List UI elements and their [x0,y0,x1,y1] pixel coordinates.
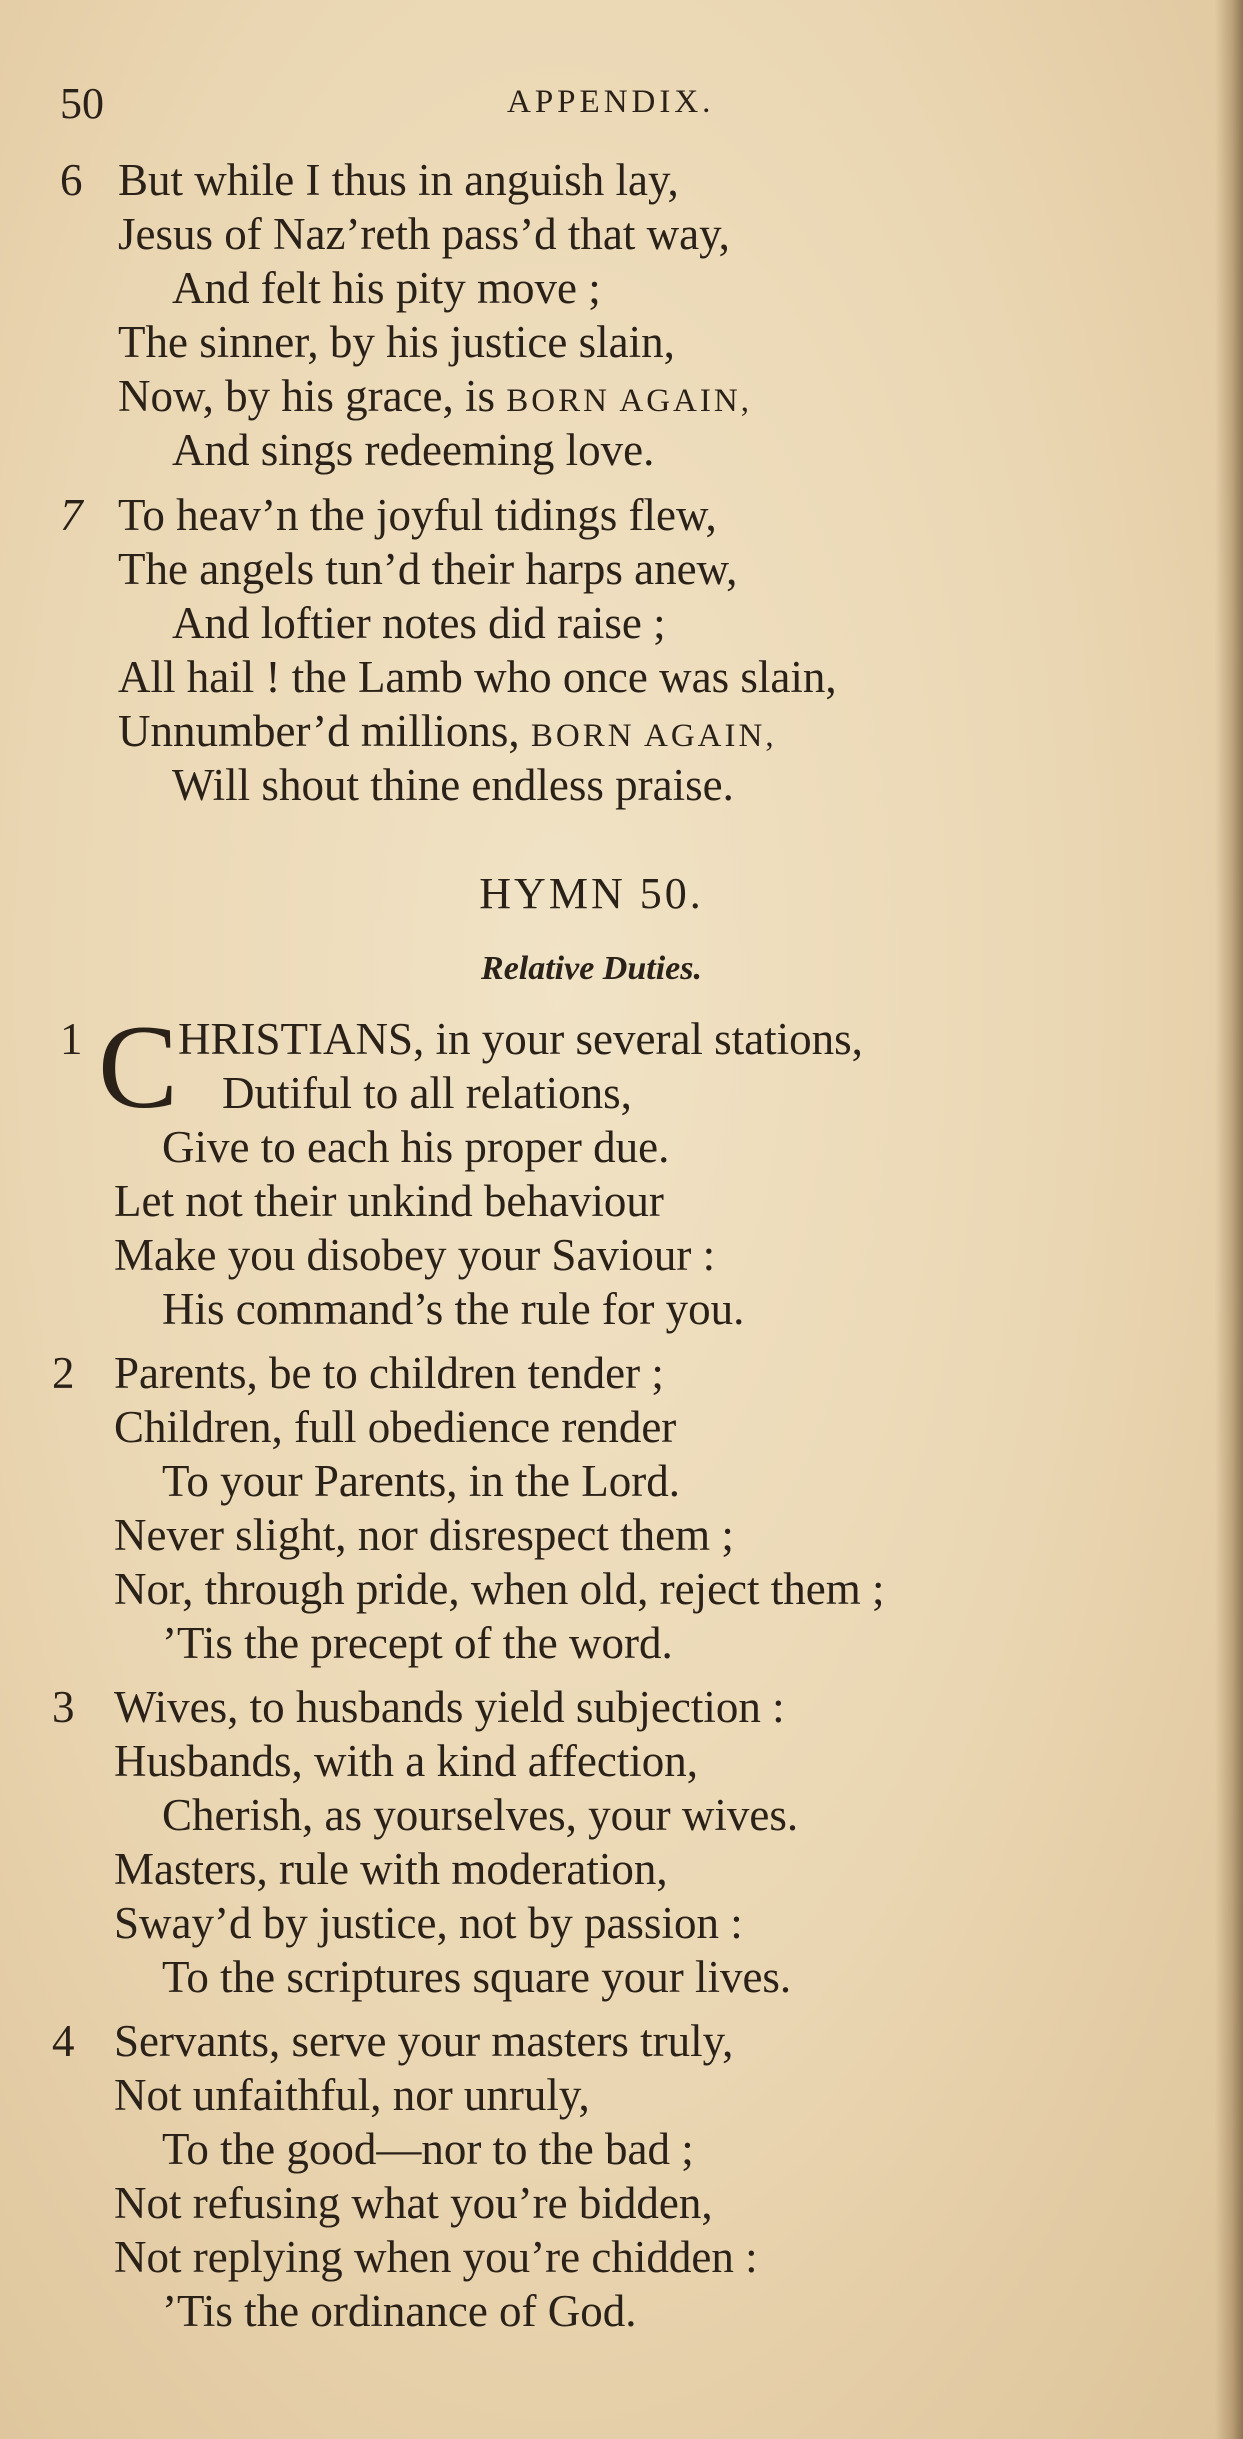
verse-line: To heav’n the joyful tidings flew, [118,490,717,540]
small-caps-phrase: BORN AGAIN, [506,383,752,419]
verse-line: Jesus of Naz’reth pass’d that way, [118,209,730,259]
verse-line: Husbands, with a kind affection, [114,1736,699,1786]
verse-line: Masters, rule with moderation, [114,1844,668,1894]
stanza-number: 2 [52,1348,75,1398]
verse-line: HRISTIANS, in your several stations, [178,1014,863,1064]
verse-line: Unnumber’d millions, BORN AGAIN, [118,706,777,756]
stanza-number: 3 [52,1682,75,1732]
verse-line: The sinner, by his justice slain, [118,317,675,367]
verse-line: Nor, through pride, when old, reject them ; [114,1564,885,1614]
verse-line: Not replying when you’re chidden : [114,2232,758,2282]
verse-line: But while I thus in anguish lay, [118,155,679,205]
small-caps-phrase: BORN AGAIN, [530,718,777,754]
page-header [60,78,1183,130]
verse-line: Will shout thine endless praise. [172,760,734,810]
verse-line: Let not their unkind behaviour [114,1176,664,1226]
verse-line: Children, full obedience render [114,1402,677,1452]
verse-line: ’Tis the ordinance of God. [162,2286,637,2336]
verse-line: All hail ! the Lamb who once was slain, [118,652,837,702]
verse-line: Parents, be to children tender ; [114,1348,664,1398]
verse-line: Now, by his grace, is BORN AGAIN, [118,371,752,421]
verse-line: Sway’d by justice, not by passion : [114,1898,743,1948]
verse-line: Servants, serve your masters truly, [114,2016,734,2066]
hymn-title: HYMN 50. [479,869,704,918]
verse-line: Give to each his proper due. [162,1122,670,1172]
page-edge-shadow [1215,0,1243,2439]
stanza-number: 7 [60,490,83,540]
hymn-subtitle: Relative Duties. [481,950,702,987]
verse-line: Dutiful to all relations, [222,1068,632,1118]
verse-line: To the good—nor to the bad ; [162,2124,694,2174]
drop-cap: C [98,1000,179,1133]
verse-line: Make you disobey your Saviour : [114,1230,716,1280]
verse-line: Wives, to husbands yield subjection : [114,1682,785,1732]
verse-line: ’Tis the precept of the word. [162,1618,673,1668]
verse-line: To the scriptures square your lives. [162,1952,792,2002]
verse-line: And sings redeeming love. [172,425,655,475]
running-head: APPENDIX. [507,84,715,120]
verse-line: And felt his pity move ; [172,263,601,313]
stanza-number: 1 [60,1014,83,1064]
verse-line: To your Parents, in the Lord. [162,1456,681,1506]
verse-line: Not refusing what you’re bidden, [114,2178,713,2228]
stanza-number: 4 [52,2016,75,2066]
verse-line: His command’s the rule for you. [162,1284,745,1334]
stanza-number: 6 [60,155,83,205]
verse-line: Cherish, as yourselves, your wives. [162,1790,799,1840]
verse-line: Not unfaithful, nor unruly, [114,2070,590,2120]
verse-line: Never slight, nor disrespect them ; [114,1510,734,1560]
verse-line: The angels tun’d their harps anew, [118,544,738,594]
verse-line: And loftier notes did raise ; [172,598,666,648]
page-number: 50 [60,79,104,128]
